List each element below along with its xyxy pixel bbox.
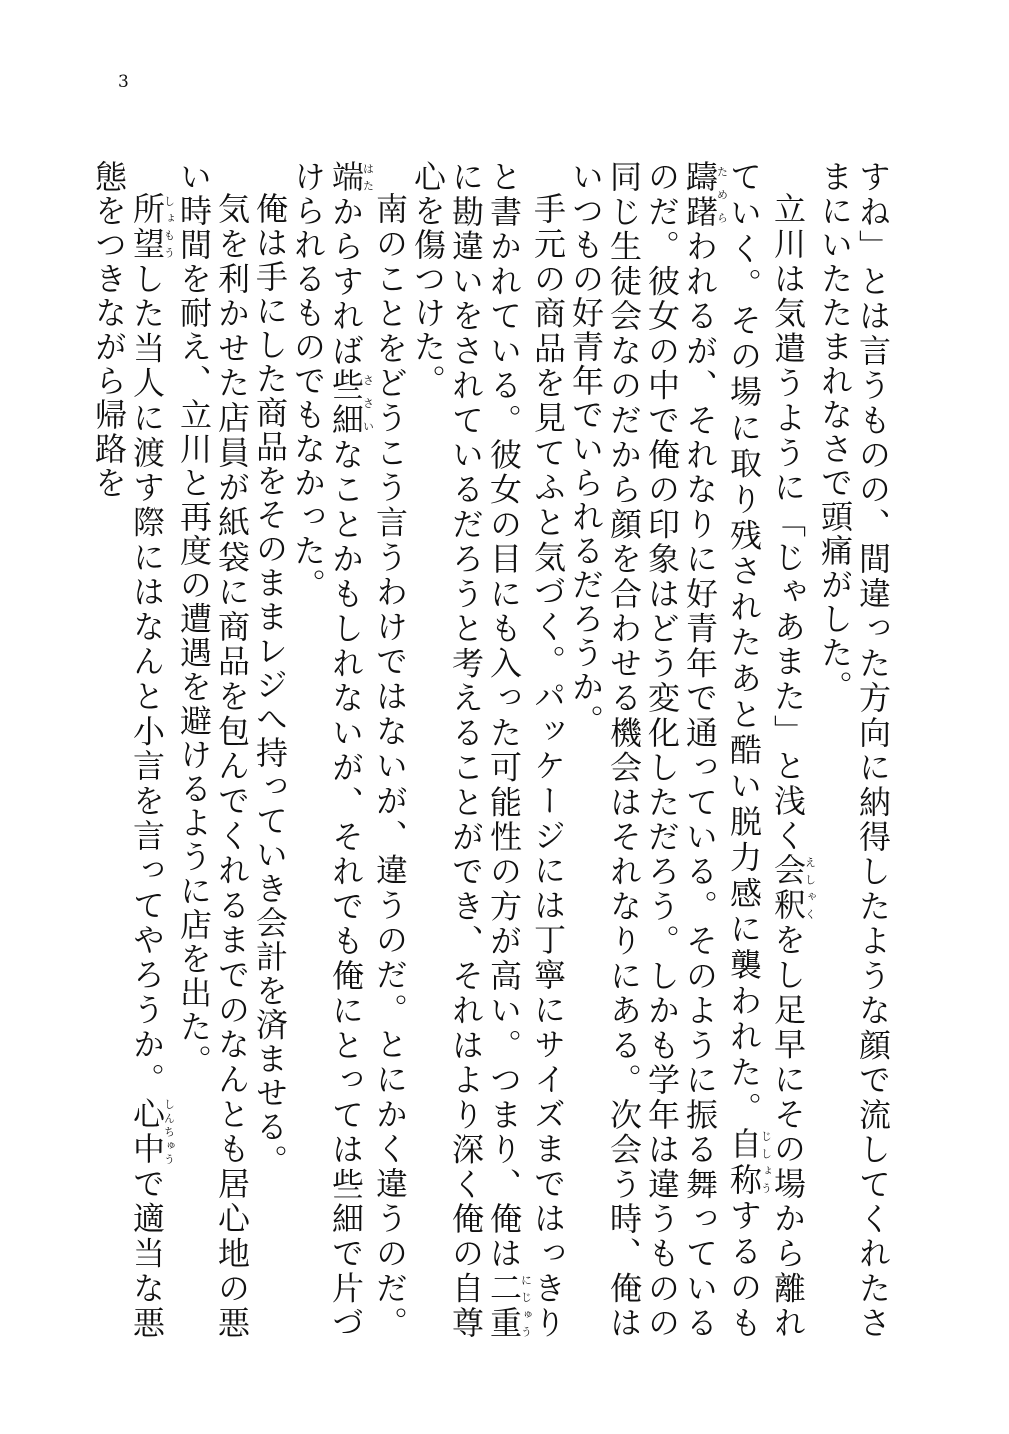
paragraph: [175, 160, 251, 1340]
text-run: した当人に渡す際にはなんと小言を言ってやろうか。: [128, 261, 166, 1098]
ruby-base: 心中: [128, 1097, 166, 1167]
text-run: からすれば: [327, 194, 365, 369]
ruby-base: 躊躇: [681, 160, 719, 230]
paragraph: [251, 160, 289, 1340]
page-number: 3: [118, 72, 129, 92]
text-run: われるが、それなりに好青年で通っている。そのように振る舞っているのだ。彼女の中で俺の印象はどう変化しただろう。しかも学年は違うものの同じ生徒会なのだから顔を合わせる機会はそれなりにある。次会う時、俺はいつもの好青年でいられるだろうか。: [567, 160, 719, 1341]
text-run: 気を利かせた店員が紙袋に商品を包んでくれるまでのなんとも居心地の悪い時間を耐え、立川と再度の遭遇を避けるように店を出た。: [175, 160, 251, 1340]
paragraph: [90, 160, 175, 1340]
ruby-word: [725, 1126, 773, 1199]
ruby-word: [327, 368, 375, 438]
furigana: ささい: [361, 368, 375, 438]
furigana: にじゅう: [519, 1271, 533, 1340]
paragraph: [289, 160, 409, 1340]
furigana: はた: [361, 160, 375, 195]
text-run: をし足早にその場から離れていく。その場に取り残されたあと酷い脱力感に襲われた。: [725, 160, 807, 1340]
ruby-base: 端: [327, 160, 365, 195]
ruby-base: 所望: [128, 192, 166, 262]
ruby-base: 二重: [485, 1271, 523, 1341]
paragraph: [567, 160, 816, 1340]
furigana: しんちゅう: [162, 1097, 176, 1166]
ruby-base: 会釈: [769, 853, 807, 924]
furigana: えしゃく: [803, 853, 817, 923]
ruby-word: [769, 853, 817, 924]
text-run: 手元の商品を見てふと気づく。パッケージには丁寧にサイズまではっきりと書かれている。彼女の目にも入った可能性の方が高い。つまり、俺は: [485, 160, 567, 1340]
paragraph: [816, 160, 892, 1340]
furigana: じしょう: [759, 1126, 773, 1197]
furigana: しょもう: [162, 192, 176, 261]
text-run: 立川は気遣うように「じゃあまた」と浅く: [769, 192, 807, 854]
ruby-base: 些細: [327, 368, 365, 438]
ruby-word: [128, 1097, 176, 1167]
text-run: なことかもしれないが、それでも俺にとっては些細で片づけられるものでもなかった。: [289, 160, 365, 1341]
text-run: 南のことをどうこう言うわけではないが、違うのだ。とにかく違うのだ。: [371, 192, 409, 1340]
text-run: 俺は手にした商品をそのままレジへ持っていき会計を済ませる。: [251, 192, 289, 1178]
text-run: に勘違いをされているだろうと考えることができ、それはより深く俺の自尊心を傷つけた。: [409, 160, 485, 1341]
ruby-word: [327, 160, 375, 195]
body-text: [90, 160, 892, 1341]
ruby-word: [128, 192, 176, 262]
ruby-word: [485, 1271, 533, 1341]
text-run: すね」とは言うものの、間違った方向に納得したような顔で流してくれたさまにいたたまれなさで頭痛がした。: [816, 160, 892, 1340]
ruby-word: [681, 160, 729, 230]
furigana: ためら: [715, 160, 729, 229]
text-run: で適当な悪態をつきながら帰路を: [90, 160, 166, 1340]
text-run: するのも: [725, 1198, 763, 1340]
paragraph: [409, 160, 567, 1340]
ruby-base: 自称: [725, 1126, 763, 1199]
